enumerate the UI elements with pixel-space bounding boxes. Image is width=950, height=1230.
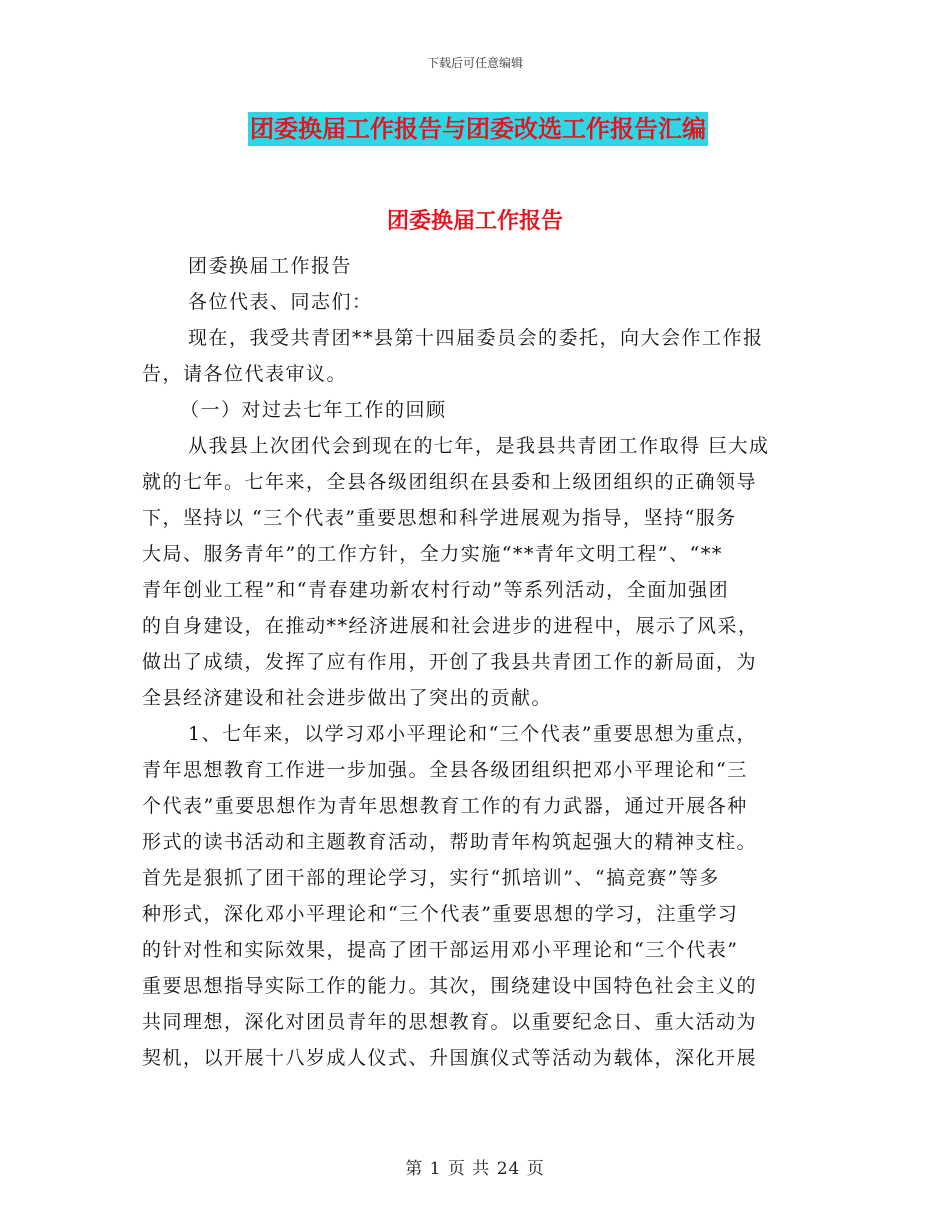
body-line: 各位代表、同志们： <box>188 291 373 313</box>
body-line: 种形式，深化邓小平理论和“三个代表”重要思想的学习，注重学习 <box>142 903 739 925</box>
body-line: 现在，我受共青团**县第十四届委员会的委托，向大会作工作报 <box>188 327 764 349</box>
body-line: 就的七年。七年来，全县各级团组织在县委和上级团组织的正确领导 <box>142 471 758 493</box>
body-line: 共同理想，深化对团员青年的思想教育。以重要纪念日、重大活动为 <box>142 1011 758 1033</box>
body-line: 团委换届工作报告 <box>188 255 353 277</box>
body-line: 下，坚持以 “三个代表”重要思想和科学进展观为指导，坚持“服务 <box>142 507 737 529</box>
body-line: 做出了成绩，发挥了应有作用，开创了我县共青团工作的新局面，为 <box>142 651 758 673</box>
body-line: 形式的读书活动和主题教育活动，帮助青年构筑起强大的精神支柱。 <box>142 831 758 853</box>
document-main-title: 团委换届工作报告与团委改选工作报告汇编 <box>248 112 708 146</box>
body-line: 契机，以开展十八岁成人仪式、升国旗仪式等活动为载体，深化开展 <box>142 1047 758 1069</box>
section-title: 团委换届工作报告 <box>386 209 563 234</box>
body-line: 全县经济建设和社会进步做出了突出的贡献。 <box>142 687 553 709</box>
body-line: 1、七年来，以学习邓小平理论和“三个代表”重要思想为重点， <box>188 723 758 745</box>
body-line: 从我县上次团代会到现在的七年，是我县共青团工作取得 巨大成 <box>188 435 770 457</box>
body-line: 青年创业工程”和“青春建功新农村行动”等系列活动，全面加强团 <box>142 579 730 601</box>
body-line: 个代表”重要思想作为青年思想教育工作的有力武器，通过开展各种 <box>142 795 748 817</box>
header-note: 下载后可任意编辑 <box>426 56 523 70</box>
section-heading: （一）对过去七年工作的回顾 <box>180 399 447 421</box>
body-line: 首先是狠抓了团干部的理论学习，实行“抓培训”、“搞竞赛”等多 <box>142 867 720 889</box>
page-number-footer: 第 1 页 共 24 页 <box>405 1159 545 1179</box>
body-line: 重要思想指导实际工作的能力。其次，围绕建设中国特色社会主义的 <box>142 975 758 997</box>
body-line: 大局、服务青年”的工作方针，全力实施“**青年文明工程”、“** <box>142 543 723 565</box>
body-line: 告，请各位代表审议。 <box>142 363 348 385</box>
body-line: 的针对性和实际效果，提高了团干部运用邓小平理论和“三个代表” <box>142 939 739 961</box>
body-line: 青年思想教育工作进一步加强。全县各级团组织把邓小平理论和“三 <box>142 759 748 781</box>
body-line: 的自身建设，在推动**经济进展和社会进步的进程中，展示了风采， <box>142 615 759 637</box>
document-body <box>142 248 804 1076</box>
